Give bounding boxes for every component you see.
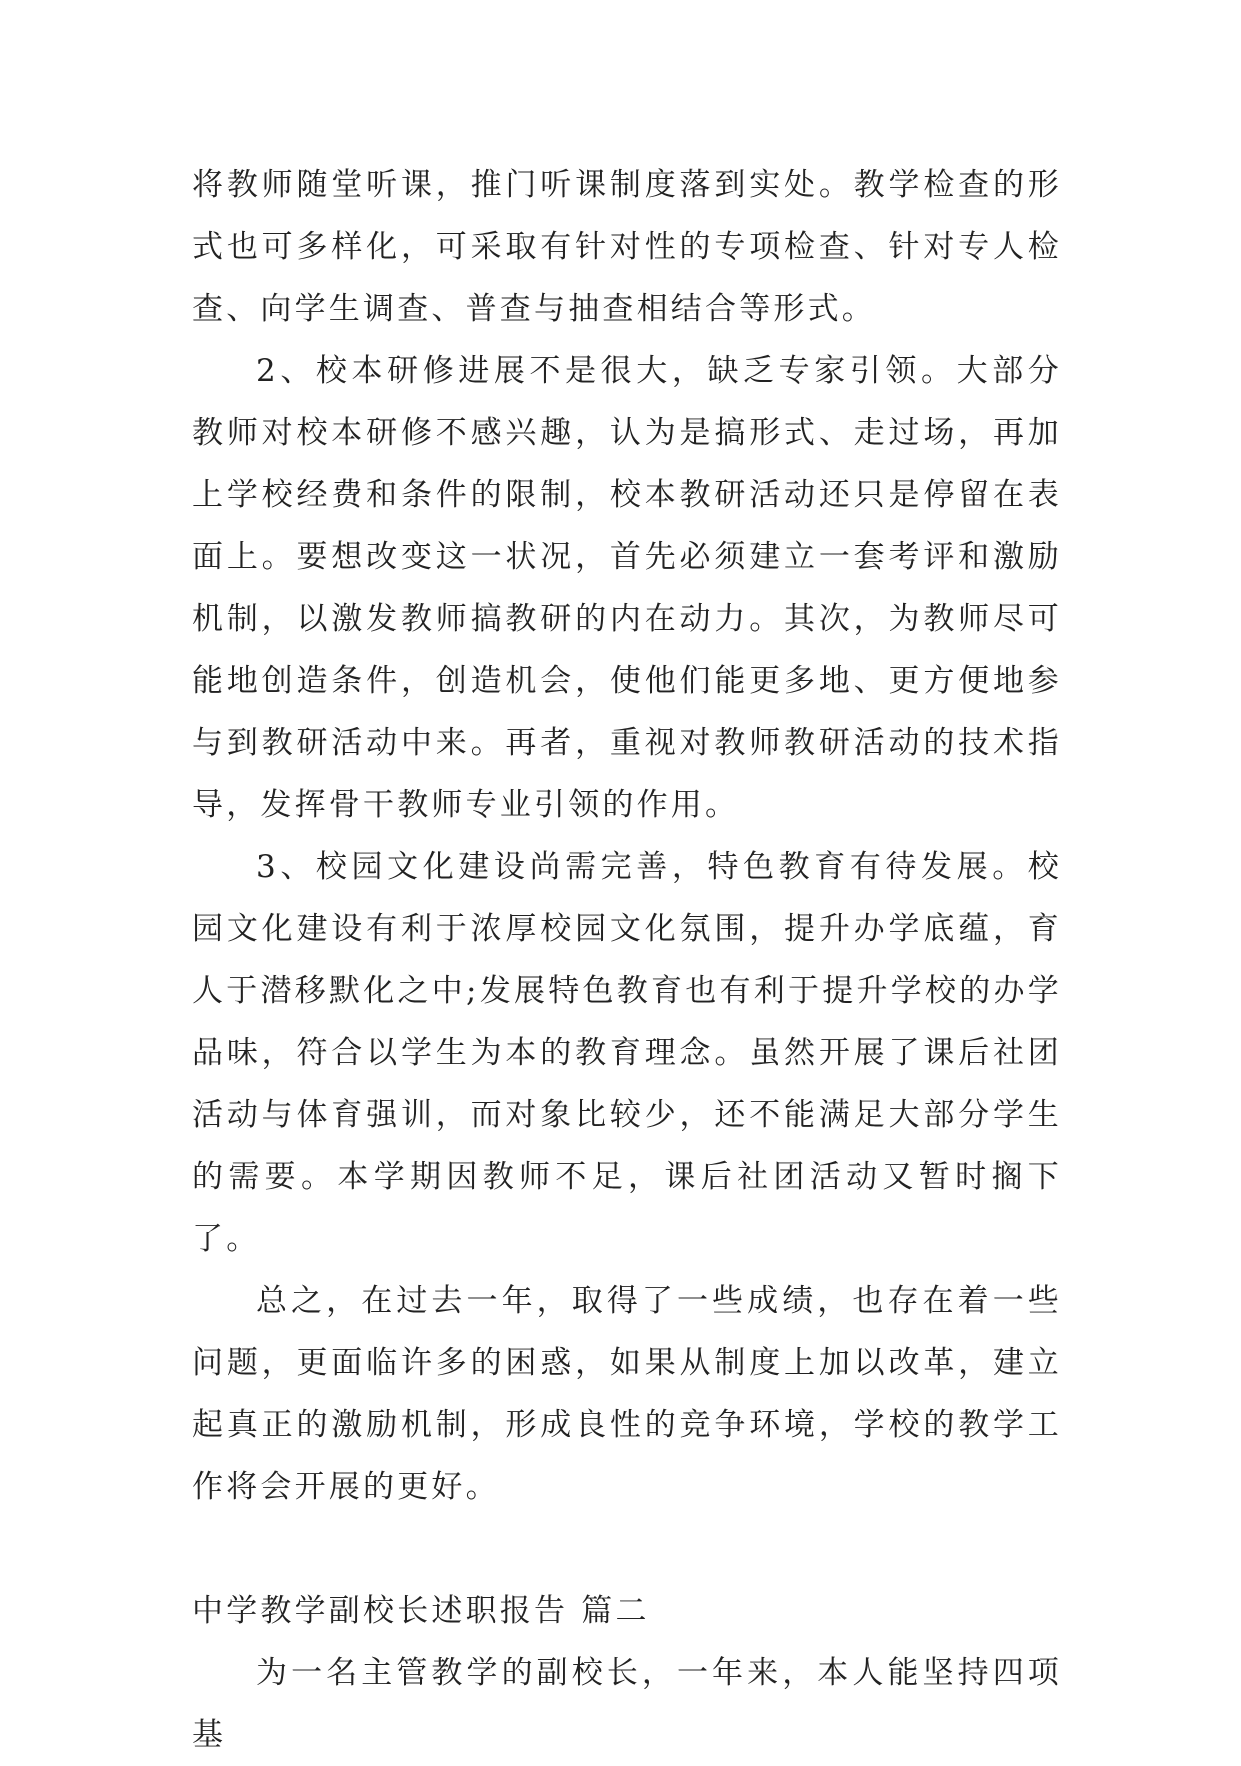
section-spacer xyxy=(192,1518,1062,1580)
paragraph-4: 总之，在过去一年，取得了一些成绩，也存在着一些问题，更面临许多的困惑，如果从制度上加以改革，建立起真正的激励机制，形成良性的竞争环境，学校的教学工作将会开展的更好。 xyxy=(192,1283,1062,1505)
paragraph-1: 将教师随堂听课，推门听课制度落到实处。教学检查的形式也可多样化，可采取有针对性的专项检查、针对专人检查、向学生调查、普查与抽查相结合等形式。 xyxy=(192,167,1062,327)
section-heading: 中学教学副校长述职报告 篇二 xyxy=(192,1593,650,1629)
paragraph-3: 3、校园文化建设尚需完善，特色教育有待发展。校园文化建设有利于浓厚校园文化氛围，提升办学底蕴，育人于潜移默化之中;发展特色教育也有利于提升学校的办学品味，符合以学生为本的教育理念。虽然开展了课后社团活动与体育强训，而对象比较少，还不能满足大部分学生的需要。本学期因教师不足，课后社团活动又暂时搁下了。 xyxy=(192,849,1062,1257)
paragraph-5: 为一名主管教学的副校长，一年来，本人能坚持四项基 xyxy=(192,1655,1062,1753)
paragraph-2: 2、校本研修进展不是很大，缺乏专家引领。大部分教师对校本研修不感兴趣，认为是搞形式、走过场，再加上学校经费和条件的限制，校本教研活动还只是停留在表面上。要想改变这一状况，首先必须建立一套考评和激励机制，以激发教师搞教研的内在动力。其次，为教师尽可能地创造条件，创造机会，使他们能更多地、更方便地参与到教研活动中来。再者，重视对教师教研活动的技术指导，发挥骨干教师专业引领的作用。 xyxy=(192,353,1062,823)
document-body xyxy=(192,154,1062,1766)
